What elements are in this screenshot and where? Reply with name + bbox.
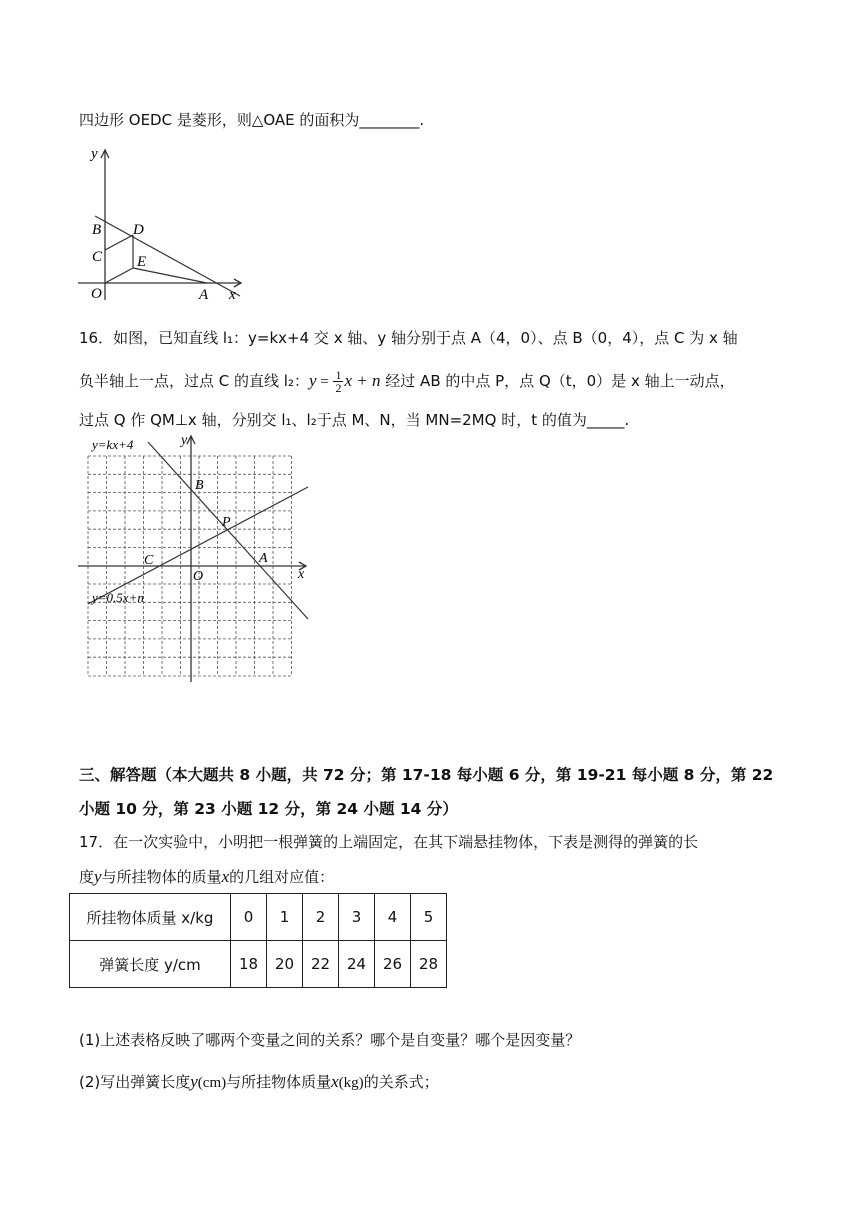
grid-figure <box>78 432 314 682</box>
fig2-label-O: O <box>193 569 204 584</box>
fig1-label-D: D <box>133 222 144 238</box>
fig1-label-y: y <box>91 146 98 162</box>
fig1-label-B: B <box>92 222 102 238</box>
fig1-label-C: C <box>92 249 103 265</box>
table-cell: 2 <box>303 894 339 941</box>
table-cell: 20 <box>267 941 303 988</box>
fraction-one-half: $\frac{1}{2}$ <box>335 368 342 395</box>
fig1-label-E: E <box>137 254 147 270</box>
fig2-label-P: P <box>222 515 231 530</box>
q17-sub2: (2)写出弹簧长度y(cm)与所挂物体质量x(kg)的关系式； <box>79 1072 439 1091</box>
fig1-label-x: x <box>229 287 236 303</box>
table-cell: 5 <box>411 894 447 941</box>
section3-heading-line1: 三、解答题（本大题共 8 小题，共 72 分；第 17-18 每小题 6 分，第 19-21 每小题 8 分，第 22 <box>79 766 774 784</box>
spring-data-table <box>69 893 447 988</box>
fig1-label-O: O <box>91 286 102 302</box>
q16-line1: 16．如图，已知直线 l₁：y=kx+4 交 x 轴、y 轴分别于点 A（4，0）、点 B（0，4），点 C 为 x 轴 <box>79 329 738 347</box>
fig2-label-x: x <box>298 567 305 582</box>
table-cell: 22 <box>303 941 339 988</box>
table-cell: 4 <box>375 894 411 941</box>
fig2-label-C: C <box>144 553 154 568</box>
q17-line1: 17．在一次实验中，小明把一根弹簧的上端固定，在其下端悬挂物体，下表是测得的弹簧的长 <box>79 833 699 851</box>
q15-text: 四边形 OEDC 是菱形，则△OAE 的面积为________. <box>79 111 425 129</box>
fig1-label-A: A <box>199 287 209 303</box>
rhombus-figure <box>78 140 248 305</box>
fig2-label-y: y <box>181 433 188 448</box>
fig2-eq2-label: y=0.5x+n <box>92 590 144 605</box>
table-cell: 1 <box>267 894 303 941</box>
table-row <box>70 941 447 988</box>
fig2-eq1-label: y=kx+4 <box>92 437 134 452</box>
fig2-label-A: A <box>259 551 268 566</box>
table-cell: 28 <box>411 941 447 988</box>
fig2-label-B: B <box>195 478 204 493</box>
q16-line3: 过点 Q 作 QM⊥x 轴，分别交 l₁、l₂于点 M、N，当 MN=2MQ 时，t 的值为_____. <box>79 411 630 429</box>
table-cell: 3 <box>339 894 375 941</box>
q17-line2: 度y与所挂物体的质量x的几组对应值： <box>79 867 335 886</box>
section3-heading-line2: 小题 10 分，第 23 小题 12 分，第 24 小题 14 分） <box>79 800 458 818</box>
table-cell: 0 <box>231 894 267 941</box>
q16-line2: 负半轴上一点，过点 C 的直线 l₂：y = $\frac{1}{2}$ x + n 经过 AB 的中点 P，点 Q（t，0）是 x 轴上一动点， <box>79 368 735 395</box>
table-cell: 26 <box>375 941 411 988</box>
q17-sub1: (1)上述表格反映了哪两个变量之间的关系？哪个是自变量？哪个是因变量？ <box>79 1031 581 1049</box>
table-cell: 18 <box>231 941 267 988</box>
table-header-length: 弹簧长度 y/cm <box>70 941 231 988</box>
table-cell: 24 <box>339 941 375 988</box>
table-row <box>70 894 447 941</box>
table-header-mass: 所挂物体质量 x/kg <box>70 894 231 941</box>
